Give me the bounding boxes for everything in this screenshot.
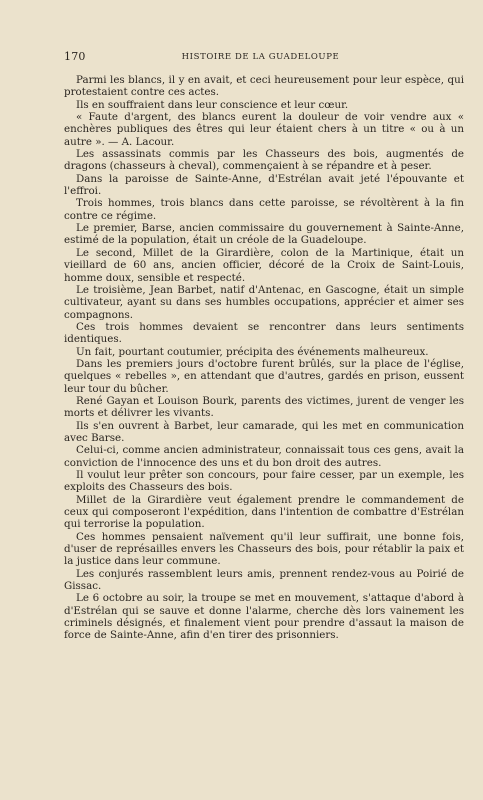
page-number: 170 xyxy=(64,50,86,63)
paragraph: Ils en souffraient dans leur conscience et leur cœur. xyxy=(76,98,349,111)
paragraph: Un fait, pourtant coutumier, précipita des événements malheureux. xyxy=(76,345,429,358)
paragraph: Les conjurés rassemblent leurs amis, prennent rendez-vous au Poirié de Gissac. xyxy=(64,567,464,593)
paragraph: Dans la paroisse de Sainte-Anne, d'Estrélan avait jeté l'épouvante et l'effroi. xyxy=(64,172,464,198)
running-title: HISTOIRE DE LA GUADELOUPE xyxy=(181,52,340,62)
paragraph: Le troisième, Jean Barbet, natif d'Antenac, en Gascogne, était un simple cultivateur, ayant su dans ses humbles occupations, apprécier et aimer ses compagnons. xyxy=(64,283,464,321)
paragraph: Millet de la Girardière veut également prendre le commandement de ceux qui composeront l'expédition, dans l'intention de combattre d'Estrélan qui terrorise la population. xyxy=(64,493,464,531)
paragraph: Ces hommes pensaient naïvement qu'il leur suffirait, une bonne fois, d'user de représailles envers les Chasseurs des bois, pour rétablir la paix et la justice dans leur commune. xyxy=(64,530,464,568)
paragraph: Parmi les blancs, il y en avait, et ceci heureusement pour leur espèce, qui protestaient contre ces actes. xyxy=(64,74,464,99)
page-header xyxy=(64,50,457,62)
paragraph: Il voulut leur prêter son concours, pour faire cesser, par un exemple, les exploits des Chasseurs des bois. xyxy=(64,469,464,494)
page-body xyxy=(64,74,464,642)
paragraph: René Gayan et Louison Bourk, parents des victimes, jurent de venger les morts et délivrer les vivants. xyxy=(64,394,464,420)
paragraph: Le second, Millet de la Girardière, colon de la Martinique, était un vieillard de 60 ans, ancien officier, décoré de la Croix de Saint-Louis, homme doux, sensible et respecté. xyxy=(64,246,464,284)
paragraph: Ces trois hommes devaient se rencontrer dans leurs sentiments identiques. xyxy=(64,320,464,346)
paragraph: Le premier, Barse, ancien commissaire du gouvernement à Sainte-Anne, estimé de la population, était un créole de la Guadeloupe. xyxy=(64,222,464,247)
paragraph: Le 6 octobre au soir, la troupe se met en mouvement, s'attaque d'abord à d'Estrélan qui se sauve et donne l'alarme, cherche dès lors vainement les criminels désignés, et finalement vient pour prendre d'assaut la maison de force de Sainte-Anne, afin d'en tirer des prisonniers. xyxy=(64,592,464,642)
quotation-paragraph: « Faute d'argent, des blancs eurent la douleur de voir vendre aux « enchères publiques des êtres qui leur étaient chers à un titre « ou à un autre ». — A. Lacour. xyxy=(64,111,464,148)
paragraph: Les assassinats commis par les Chasseurs des bois, augmentés de dragons (chasseurs à cheval), commençaient à se répandre et à peser. xyxy=(64,148,464,173)
paragraph: Trois hommes, trois blancs dans cette paroisse, se révoltèrent à la fin contre ce régime. xyxy=(64,197,464,222)
paragraph: Celui-ci, comme ancien administrateur, connaissait tous ces gens, avait la conviction de l'innocence des uns et du bon droit des autres. xyxy=(64,444,464,469)
paragraph: Ils s'en ouvrent à Barbet, leur camarade, qui les met en communication avec Barse. xyxy=(64,419,464,444)
paragraph: Dans les premiers jours d'octobre furent brûlés, sur la place de l'église, quelques « rebelles », en attendant que d'autres, gardés en prison, eussent leur tour du bûcher. xyxy=(64,357,464,395)
